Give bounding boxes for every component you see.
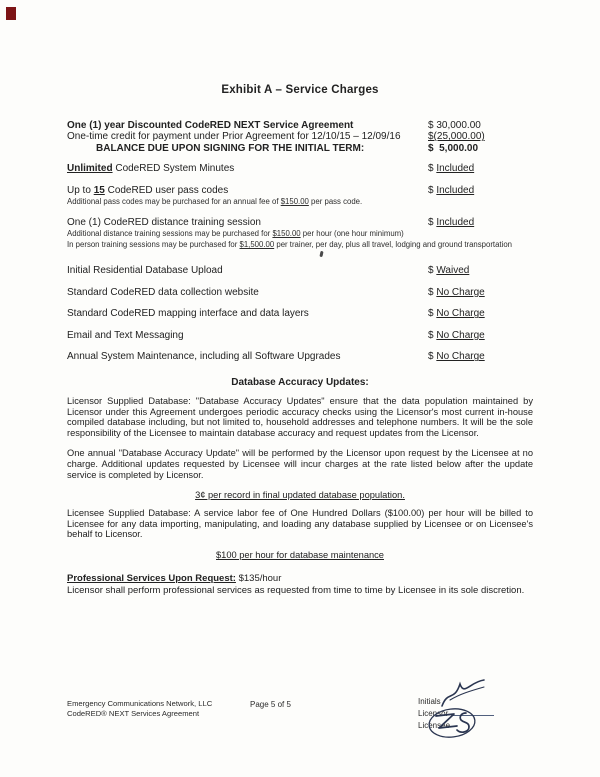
item-label: Initial Residential Database Upload <box>67 265 223 277</box>
licensee-label: Licensee <box>418 721 451 730</box>
licensee-supplied-database-paragraph: Licensee Supplied Database: A service labor fee of One Hundred Dollars ($100.00) per hour will be billed to Licensee for any data importing, manipulating, and loading any database supplied by Licensee or on Licensee's behalf to Licensor. <box>67 507 533 540</box>
professional-services-line <box>67 573 533 584</box>
pass-codes-note: Additional pass codes may be purchased for an annual fee of $150.00 per pass code. <box>67 197 363 207</box>
document-body <box>0 120 600 596</box>
service-item-system-maintenance <box>67 351 533 363</box>
licensor-signature-line <box>452 715 494 716</box>
item-label: Email and Text Messaging <box>67 329 184 341</box>
item-amount: $ No Charge <box>428 351 485 363</box>
summary-label: BALANCE DUE UPON SIGNING FOR THE INITIAL TERM: <box>96 142 365 154</box>
item-label: Annual System Maintenance, including all Software Upgrades <box>67 351 341 363</box>
summary-amount: $ 5,000.00 <box>428 142 479 154</box>
item-amount: $ No Charge <box>428 308 485 320</box>
service-item-mapping-interface <box>67 308 533 320</box>
professional-services-body: Licensor shall perform professional services as requested from time to time by Licensee in its sole discretion. <box>67 584 525 596</box>
training-note-in-person: In person training sessions may be purchased for $1,500.00 per trainer, per day, plus all travel, lodging and ground transportation <box>67 239 512 249</box>
page-number: Page 5 of 5 <box>250 700 291 709</box>
item-label: Up to 15 CodeRED user pass codes <box>67 184 229 196</box>
item-label-emph: 15 <box>93 184 105 196</box>
summary-amount: $(25,000.00) <box>428 131 485 143</box>
annual-update-paragraph: One annual "Database Accuracy Update" will be performed by the Licensor upon request by the Licensee at no charge. Additional updates requested by Licensee will incur charges at the rate listed below after the update service is completed by Licensor. <box>67 448 533 480</box>
service-item-training-session <box>67 217 533 229</box>
footer-signature-block <box>418 696 494 732</box>
item-amount: $ Included <box>428 184 475 196</box>
item-amount: $ No Charge <box>428 329 485 341</box>
summary-row-agreement <box>67 120 533 132</box>
item-label-emph: Unlimited <box>67 163 113 175</box>
footer-company-name: Emergency Communications Network, LLC <box>67 699 213 708</box>
service-item-system-minutes <box>67 163 533 175</box>
service-item-data-collection-website <box>67 287 533 299</box>
service-item-database-upload <box>67 265 533 277</box>
item-amount: $ No Charge <box>428 286 485 298</box>
professional-services-label: Professional Services Upon Request: <box>67 572 236 584</box>
footer-company-info <box>67 699 212 718</box>
item-label: Standard CodeRED data collection website <box>67 286 259 298</box>
licensor-supplied-database-paragraph: Licensor Supplied Database: "Database Accuracy Updates" ensure that the data population maintained by Licensor under this Agreement undergoes periodic accuracy checks using the Licensor's most current in-house compiled database including, but not limited to, household addresses and telephone numbers. It will be the sole responsibility of the Licensee to maintain database accuracy and request updates from the Licensor. <box>67 395 533 439</box>
item-label <box>67 163 428 175</box>
section-heading-database-accuracy: Database Accuracy Updates: <box>231 376 369 388</box>
initials-label: Initials <box>418 697 441 706</box>
item-amount: $ Waived <box>428 265 470 277</box>
scan-artifact-red-mark <box>6 7 16 20</box>
professional-services-rate: $135/hour <box>235 572 282 584</box>
summary-row-credit <box>67 131 533 143</box>
training-note-distance: Additional distance training sessions may be purchased for $150.00 per hour (one hour minimum) <box>67 229 404 239</box>
summary-row-balance-due <box>67 143 533 155</box>
footer-agreement-name: CodeRED® NEXT Services Agreement <box>67 708 200 718</box>
item-label: Standard CodeRED mapping interface and data layers <box>67 308 309 320</box>
summary-label: One-time credit for payment under Prior Agreement for 12/10/15 – 12/09/16 <box>67 131 401 143</box>
item-amount: $ Included <box>428 216 475 228</box>
service-item-pass-codes <box>67 185 533 197</box>
maintenance-rate: $100 per hour for database maintenance <box>216 549 384 560</box>
service-item-email-text <box>67 330 533 342</box>
licensor-label: Licensor <box>418 709 449 718</box>
licensee-signature-row <box>418 720 494 732</box>
item-label-text: CodeRED System Minutes <box>112 163 235 175</box>
summary-label: One (1) year Discounted CodeRED NEXT Service Agreement <box>67 119 354 131</box>
page-title: Exhibit A – Service Charges <box>221 83 379 96</box>
licensor-signature-row <box>418 708 494 720</box>
per-record-rate: 3¢ per record in final updated database population. <box>195 489 405 500</box>
charges-summary <box>67 120 533 155</box>
item-label: One (1) CodeRED distance training session <box>67 216 261 228</box>
summary-amount: $ 30,000.00 <box>428 119 481 131</box>
item-amount: $ Included <box>428 163 475 175</box>
